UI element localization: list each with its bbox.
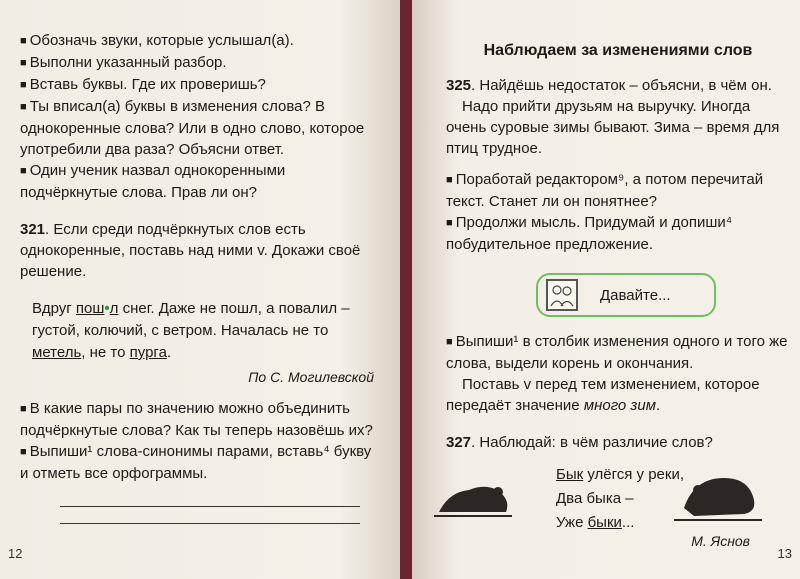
extra-italic: много зим: [583, 397, 657, 414]
children-icon: [546, 279, 578, 311]
extra-end: .: [656, 397, 661, 414]
dictation-text: [20, 298, 374, 364]
exercise-326-extra: [446, 374, 790, 416]
poem-underlined: быки: [587, 514, 622, 531]
exercise-325: [446, 75, 790, 96]
bullet-4: ■ Ты вписал(а) буквы в изменения слова? В однокоренные слова? Или в одно слово, которое употребили два раза? Объясни ответ.: [20, 96, 374, 160]
poem-text: Два быка –: [556, 490, 634, 507]
bullet-3: ■ Вставь буквы. Где их проверишь?: [20, 74, 374, 96]
poem-text: Уже: [556, 514, 588, 531]
dictation-underlined: л: [109, 300, 119, 317]
bullet-7: ■ Выпиши¹ слова-синонимы парами, вставь⁴ букву и отметь все орфограммы.: [20, 441, 374, 484]
bullet-editor: ■ Поработай редактором⁹, а потом перечитай текст. Станет ли он понятнее?: [446, 169, 790, 212]
bullet-continue: ■ Продолжи мысль. Придумай и допиши⁴ побудительное предложение.: [446, 212, 790, 255]
callout-label: Давайте...: [600, 286, 671, 304]
bullet-6: ■ В какие пары по значению можно объединить подчёркнутые слова? Как ты теперь назовёшь их?: [20, 398, 374, 441]
poem-text: улёгся у реки,: [583, 466, 685, 483]
dictation-underlined: пош: [75, 300, 105, 317]
page-number-right: 13: [777, 546, 792, 561]
exercise-327: [446, 432, 790, 453]
bullet-1: ■ Обозначь звуки, которые услышал(а).: [20, 30, 374, 52]
exercise-321-text: . Если среди подчёркнутых слов есть однокоренные, поставь над ними v. Докажи своё решение.: [20, 221, 361, 280]
answer-line[interactable]: [60, 523, 360, 524]
bullet-write-out: ■ Выпиши¹ в столбик изменения одного и того же слова, выдели корень и окончания.: [446, 331, 790, 374]
exercise-327-text: . Наблюдай: в чём различие слов?: [471, 434, 713, 451]
dictation-underlined: пурга: [129, 344, 167, 361]
dictation-part: – густой, колючий, с ветром. Началась не то: [32, 300, 350, 339]
poem-underlined: Бык: [556, 466, 584, 483]
exercise-321: [20, 219, 374, 282]
bullet-2: ■ Выполни указанный разбор.: [20, 52, 374, 74]
exercise-321-number: 321: [20, 221, 46, 238]
section-heading: Наблюдаем за изменениями слов: [483, 42, 753, 59]
dictation-underlined: метель: [32, 344, 82, 361]
bullet-5: ■ Один ученик назвал однокоренными подчёркнутые слова. Прав ли он?: [20, 160, 374, 203]
poem-source: М. Яснов: [691, 533, 750, 549]
answer-line[interactable]: [60, 506, 360, 507]
exercise-325-body: Надо прийти друзьям на выручку. Иногда очень суровые зимы бывают. Зима – время для птиц трудное.: [446, 98, 780, 157]
extra-text: Поставь v перед тем изменением, которое передаёт значение: [446, 376, 760, 414]
book-gutter: [400, 0, 412, 579]
dictation-source: По С. Могилевской: [248, 369, 374, 385]
page-number-left: 12: [8, 546, 23, 561]
dictation-part: , не то: [81, 344, 130, 361]
dictation-part: снег. Даже не пош: [118, 300, 250, 317]
dictation-part: .: [166, 344, 172, 361]
hint-callout: [536, 273, 716, 317]
poem-text: ...: [621, 514, 635, 531]
exercise-327-number: 327: [446, 434, 472, 451]
missing-letter-dot: •: [104, 300, 110, 317]
bull-sketch-right: [674, 460, 764, 526]
dictation-part: Вдруг: [32, 300, 76, 317]
exercise-325-number: 325: [446, 77, 472, 94]
dictation-part: л, а повалил: [249, 300, 338, 317]
bull-sketch-left: [434, 462, 514, 522]
exercise-325-text: . Найдёшь недостаток – объясни, в чём он.: [471, 77, 772, 94]
right-page: [412, 0, 800, 579]
